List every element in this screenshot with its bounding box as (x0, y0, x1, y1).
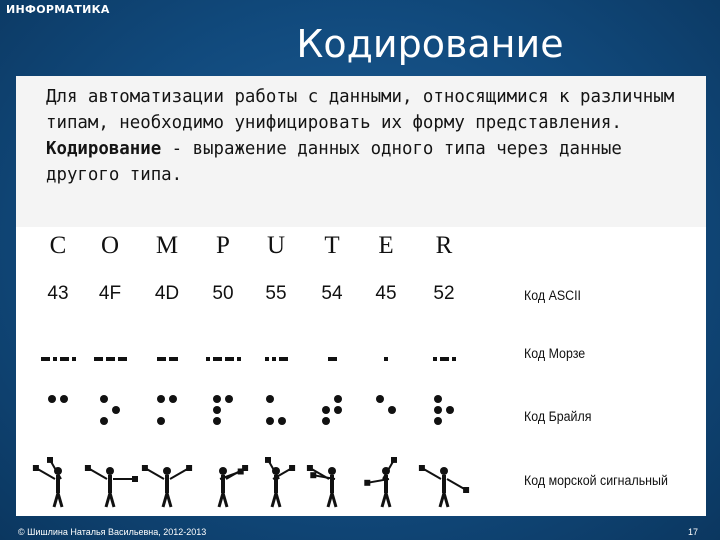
term: Кодирование (46, 139, 162, 159)
letter-r: R (435, 232, 453, 259)
ascii-code: 45 (375, 283, 397, 304)
braille-dot (213, 406, 221, 414)
braille-dot (334, 395, 342, 403)
braille-cell (82, 395, 138, 431)
ascii-code: 4D (154, 283, 180, 304)
braille-row (16, 395, 706, 435)
letter-t: T (324, 232, 340, 259)
morse-dash (213, 357, 222, 361)
braille-dot (48, 395, 56, 403)
intro-paragraph: Для автоматизации работы с данными, относящимися к различным типам, необходимо унифицировать их форму представления. (46, 87, 675, 133)
morse-dash (60, 357, 69, 361)
semaphore-figure (82, 457, 138, 509)
letter-m: M (155, 232, 179, 259)
morse-code (139, 352, 195, 366)
braille-cell (195, 395, 251, 431)
morse-dot (452, 357, 456, 361)
semaphore-figure (304, 457, 360, 509)
definition-paragraph (46, 136, 696, 188)
semaphore-figure (139, 457, 195, 509)
braille-dot (225, 395, 233, 403)
braille-dot (334, 406, 342, 414)
morse-dot (72, 357, 76, 361)
letter-c: C (49, 232, 67, 259)
braille-cell (248, 395, 304, 431)
morse-dot (384, 357, 388, 361)
braille-dot (100, 417, 108, 425)
semaphore-row (16, 457, 706, 512)
morse-dot (265, 357, 269, 361)
braille-dot (157, 417, 165, 425)
morse-dash (118, 357, 127, 361)
morse-code (358, 352, 414, 366)
copyright: © Шишлина Наталья Васильевна, 2012-2013 (18, 527, 207, 537)
letters-row (16, 232, 706, 272)
morse-code (30, 352, 86, 366)
braille-dot (213, 417, 221, 425)
morse-dash (279, 357, 288, 361)
letter-u: U (266, 232, 286, 259)
morse-dash (328, 357, 337, 361)
morse-label: Код Морзе (524, 346, 586, 361)
page-number: 17 (687, 527, 698, 537)
braille-dot (388, 406, 396, 414)
braille-cell (416, 395, 472, 431)
ascii-code: 52 (433, 283, 455, 304)
morse-dot (53, 357, 57, 361)
braille-dot (278, 417, 286, 425)
ascii-code: 50 (212, 283, 234, 304)
braille-cell (358, 395, 414, 431)
braille-dot (266, 417, 274, 425)
braille-dot (434, 406, 442, 414)
braille-dot (376, 395, 384, 403)
morse-row (16, 340, 706, 380)
braille-dot (322, 406, 330, 414)
morse-code (304, 352, 360, 366)
definition-text: - выражение данных одного типа через данные другого типа. (46, 139, 622, 185)
ascii-row (16, 279, 706, 319)
morse-dot (206, 357, 210, 361)
morse-dash (440, 357, 449, 361)
letter-o: O (100, 232, 120, 259)
semaphore-figure (416, 457, 472, 509)
morse-code (195, 352, 251, 366)
morse-dash (41, 357, 50, 361)
morse-dash (225, 357, 234, 361)
braille-cell (139, 395, 195, 431)
ascii-label: Код ASCII (524, 288, 582, 303)
morse-dash (106, 357, 115, 361)
ascii-code: 4F (98, 283, 122, 304)
text-block (46, 84, 696, 188)
braille-dot (434, 417, 442, 425)
semaphore-label: Код морской сигнальный (524, 473, 668, 488)
ascii-code: 55 (265, 283, 287, 304)
slide-title: Кодирование (296, 22, 564, 66)
ascii-code: 54 (321, 283, 343, 304)
letter-e: E (378, 232, 394, 259)
subject-label: ИНФОРМАТИКА (6, 3, 110, 16)
morse-dash (157, 357, 166, 361)
braille-dot (60, 395, 68, 403)
morse-code (248, 352, 304, 366)
braille-dot (213, 395, 221, 403)
semaphore-figure (358, 457, 414, 509)
morse-dot (237, 357, 241, 361)
braille-dot (266, 395, 274, 403)
morse-dot (272, 357, 276, 361)
braille-cell (30, 395, 86, 431)
braille-dot (100, 395, 108, 403)
braille-cell (304, 395, 360, 431)
ascii-code: 43 (47, 283, 69, 304)
morse-dot (433, 357, 437, 361)
braille-dot (112, 406, 120, 414)
letter-p: P (216, 232, 230, 259)
braille-dot (446, 406, 454, 414)
semaphore-figure (248, 457, 304, 509)
braille-dot (434, 395, 442, 403)
morse-dash (169, 357, 178, 361)
braille-dot (169, 395, 177, 403)
encoding-table (16, 227, 706, 516)
morse-code (82, 352, 138, 366)
semaphore-figure (195, 457, 251, 509)
braille-dot (157, 395, 165, 403)
morse-code (416, 352, 472, 366)
braille-label: Код Брайля (524, 409, 592, 424)
semaphore-figure (30, 457, 86, 509)
braille-dot (322, 417, 330, 425)
morse-dash (94, 357, 103, 361)
